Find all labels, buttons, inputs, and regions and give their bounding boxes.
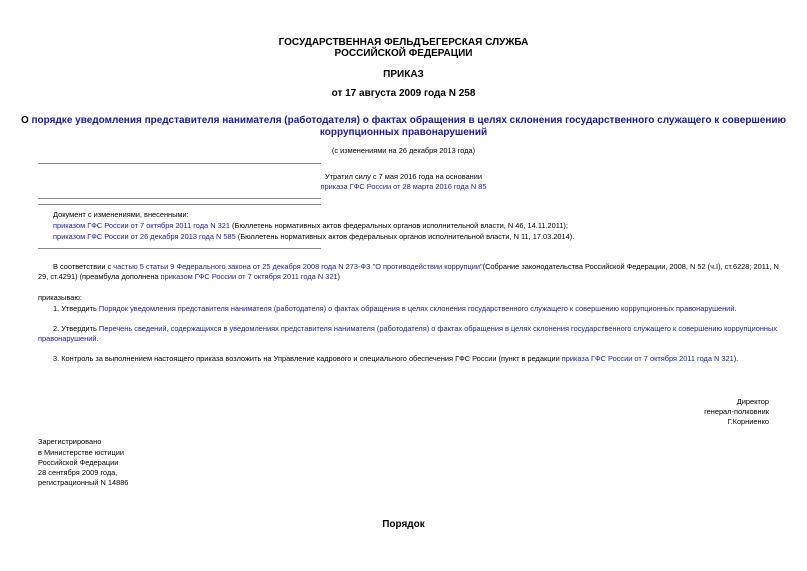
order-item-3 — [53, 354, 738, 364]
order-item-2-link[interactable]: Перечень сведений, содержащихся в уведомлениях представителя нанимателя (работодателя) о фактах обращения в целях склонения государственного служащего к совершению коррупционных — [98, 324, 778, 333]
registration-line2: в Министерстве юстиции — [38, 448, 125, 457]
signature-name: Г.Корниенко — [727, 417, 769, 426]
order-item-1-num: 1. Утвердить — [53, 304, 99, 313]
changes-item-1-link[interactable]: приказом ГФС России от 7 октября 2011 года N 321 — [53, 221, 230, 230]
order-item-3-text: 3. Контроль за выполнением настоящего приказа возложить на Управление кадрового и специального обеспечения ГФС России (пункт в редакции — [53, 354, 562, 363]
document-type: ПРИКАЗ — [383, 69, 424, 80]
org-name-line1: ГОСУДАРСТВЕННАЯ ФЕЛЬДЪЕГЕРСКАЯ СЛУЖБА — [278, 37, 529, 48]
order-item-3-end: ). — [733, 354, 739, 363]
title-prefix: О — [20, 115, 32, 126]
lost-force-link-row — [0, 182, 807, 192]
preamble-amend-link[interactable]: приказом ГФС России от 7 октября 2011 года N 321 — [160, 272, 338, 281]
order-item-2-link-cont[interactable]: правонарушений — [38, 334, 97, 343]
registration-line5: регистрационный N 14886 — [38, 478, 129, 487]
order-item-2-line2 — [38, 334, 99, 344]
signature-position: Директор — [736, 397, 769, 406]
divider — [38, 198, 321, 199]
signature-rank: генерал-полковник — [704, 407, 769, 416]
lost-force-note: Утратил силу с 7 мая 2016 года на основании — [324, 172, 483, 181]
lost-force-link[interactable]: приказа ГФС России от 28 марта 2016 года N 85 — [320, 182, 487, 191]
order-verb: приказываю: — [38, 293, 82, 302]
divider — [38, 248, 321, 249]
changes-item-1 — [53, 221, 568, 231]
preamble-line1 — [53, 262, 779, 272]
order-item-1-link[interactable]: Порядок уведомления представителя нанимателя (работодателя) о фактах обращения в целях склонения государственного служащего к совершению коррупционных правонарушений — [98, 304, 735, 313]
order-item-1-end: . — [734, 304, 737, 313]
document-title — [0, 115, 807, 127]
section-title: Порядок — [382, 519, 425, 530]
preamble-text-3: 29, ст.4291) (преамбула дополнена — [38, 272, 161, 281]
org-name-line2: РОССИЙСКОЙ ФЕДЕРАЦИИ — [334, 48, 473, 59]
preamble-text-2: (Собрание законодательства Российской Федерации, 2008, N 52 (ч.I), ст.6228; 2011, N — [482, 262, 779, 271]
changes-heading: Документ с изменениями, внесенными: — [53, 210, 189, 219]
preamble-text-4: ) — [337, 272, 341, 281]
title-link[interactable]: порядке уведомления представителя нанимателя (работодателя) о фактах обращения в целях склонения государственного служащего к совершению — [31, 115, 787, 126]
changes-item-2-link[interactable]: приказом ГФС России от 26 декабря 2013 года N 585 — [53, 232, 236, 241]
order-item-3-link[interactable]: приказа ГФС России от 7 октября 2011 года N 321 — [561, 354, 734, 363]
order-item-2 — [53, 324, 777, 334]
preamble-text-1: В соответствии с — [53, 262, 114, 271]
registration-line1: Зарегистрировано — [38, 437, 102, 446]
order-item-2-end: . — [96, 334, 99, 343]
title-link-line2[interactable]: коррупционных правонарушений — [319, 127, 488, 138]
registration-line4: 28 сентября 2009 года, — [38, 468, 118, 477]
preamble-law-link[interactable]: частью 5 статьи 9 Федерального закона от 25 декабря 2008 года N 273-ФЗ "О противодействии коррупции" — [113, 262, 483, 271]
changes-item-2 — [53, 232, 574, 242]
amendments-note: (с изменениями на 26 декабря 2013 года) — [331, 146, 476, 155]
divider — [38, 204, 321, 205]
preamble-line2 — [38, 272, 340, 282]
order-item-2-num: 2. Утвердить — [53, 324, 99, 333]
changes-item-2-text: (Бюллетень нормативных актов федеральных органов исполнительной власти, N 11, 17.03.2014). — [235, 232, 575, 241]
registration-line3: Российской Федерации — [38, 458, 119, 467]
document-date: от 17 августа 2009 года N 258 — [331, 88, 476, 99]
document-title-line2 — [0, 127, 807, 139]
order-item-1 — [53, 304, 737, 314]
divider — [38, 163, 321, 164]
changes-item-1-text: (Бюллетень нормативных актов федеральных органов исполнительной власти, N 46, 14.11.2011); — [229, 221, 568, 230]
